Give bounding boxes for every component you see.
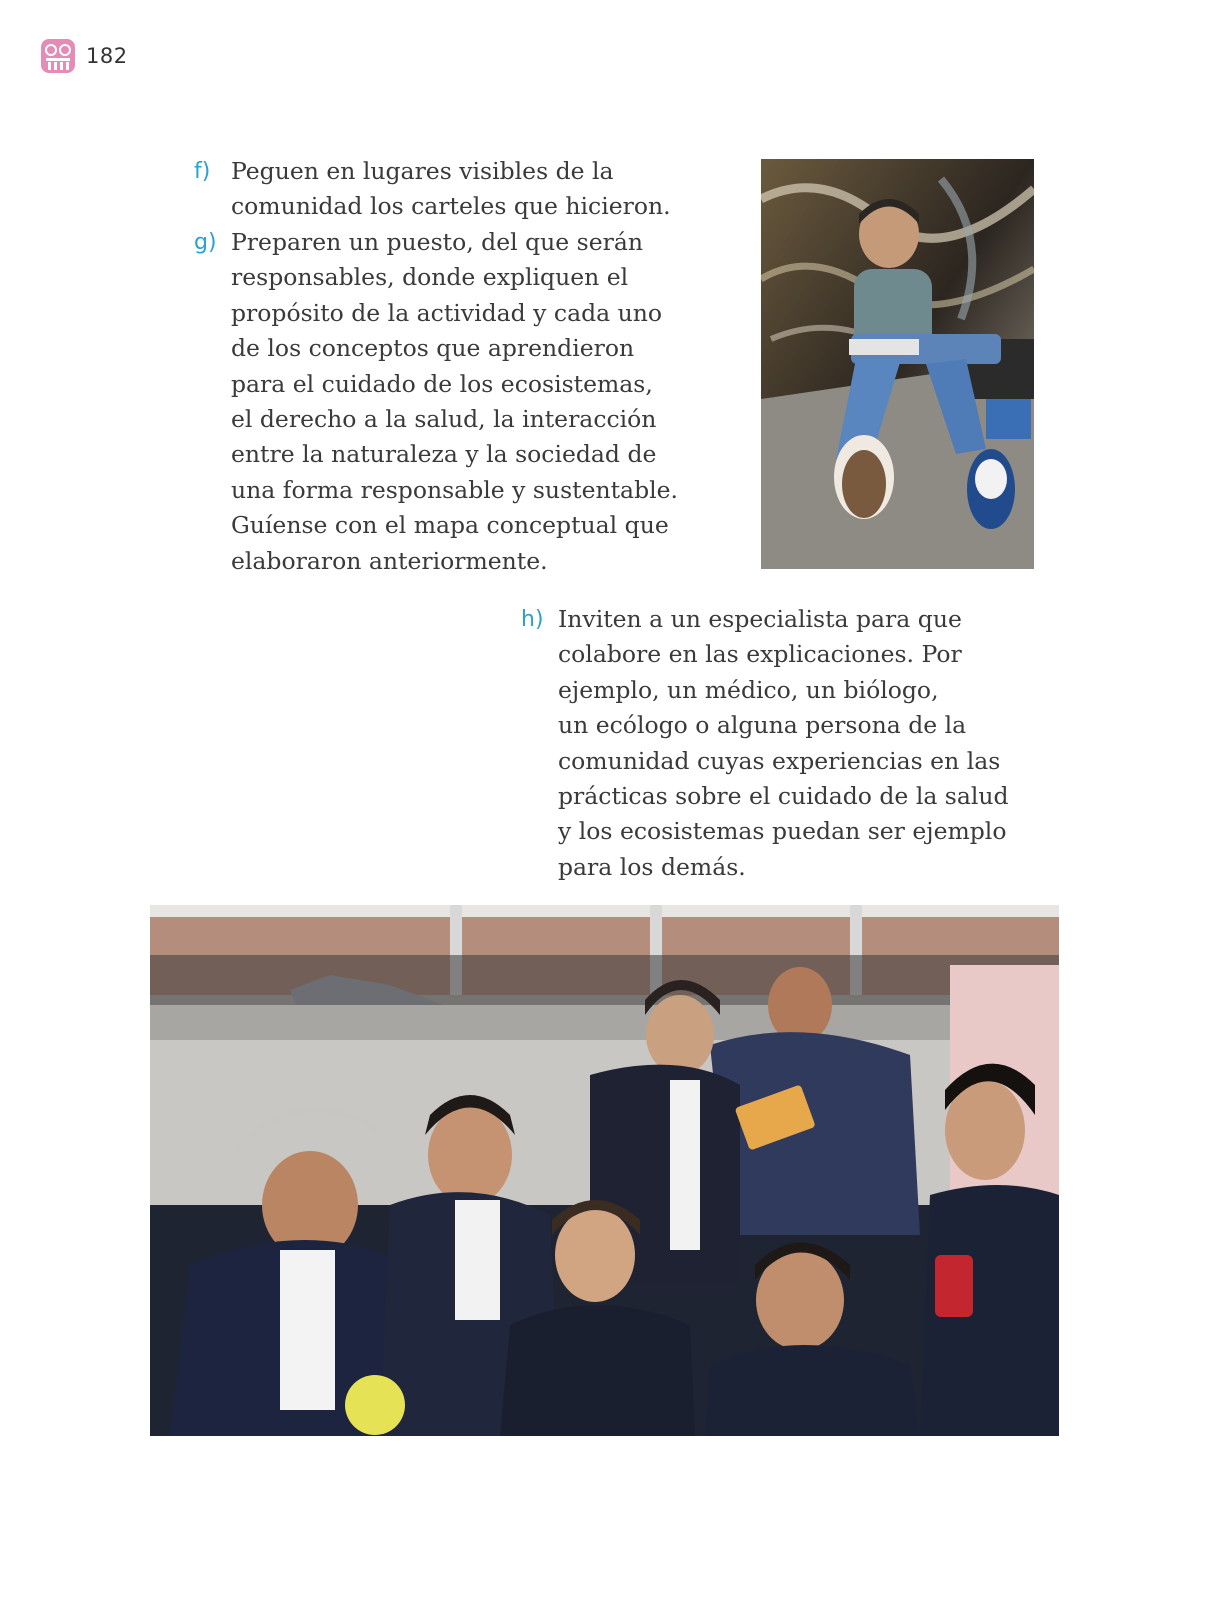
text-line: ejemplo, un médico, un biólogo, bbox=[558, 675, 939, 704]
text-line: para el cuidado de los ecosistemas, bbox=[231, 369, 653, 398]
text-line: comunidad los carteles que hicieron. bbox=[231, 192, 671, 221]
text-line: de los conceptos que aprendieron bbox=[231, 334, 635, 363]
photo-boy-writing-notebook bbox=[761, 159, 1034, 569]
text-line: Guíense con el mapa conceptual que bbox=[231, 511, 669, 540]
list-marker: g) bbox=[194, 230, 217, 255]
photo-students-with-adult bbox=[150, 905, 1059, 1436]
pink-glyph-logo-icon bbox=[40, 38, 76, 74]
text-line: Peguen en lugares visibles de la bbox=[231, 157, 614, 185]
text-line: un ecólogo o alguna persona de la bbox=[558, 711, 967, 740]
text-line: comunidad cuyas experiencias en las bbox=[558, 746, 1001, 775]
text-line: el derecho a la salud, la interacción bbox=[231, 405, 657, 434]
text-line: para los demás. bbox=[558, 852, 746, 881]
list-item-g bbox=[194, 225, 678, 579]
page-header bbox=[40, 38, 128, 74]
text-line: Preparen un puesto, del que serán bbox=[231, 228, 644, 256]
text-line: entre la naturaleza y la sociedad de bbox=[231, 440, 657, 469]
list-item-h bbox=[521, 602, 1009, 885]
text-line: prácticas sobre el cuidado de la salud bbox=[558, 782, 1009, 811]
text-line: una forma responsable y sustentable. bbox=[231, 475, 679, 504]
list-item-f bbox=[194, 154, 671, 225]
text-line: Inviten a un especialista para que bbox=[558, 605, 962, 633]
text-line: colabore en las explicaciones. Por bbox=[558, 640, 962, 669]
text-line: y los ecosistemas puedan ser ejemplo bbox=[558, 817, 1007, 846]
page-number: 182 bbox=[86, 44, 128, 68]
text-line: responsables, donde expliquen el bbox=[231, 263, 629, 292]
text-line: elaboraron anteriormente. bbox=[231, 546, 548, 575]
list-marker: h) bbox=[521, 607, 544, 632]
list-marker: f) bbox=[194, 159, 211, 184]
text-line: propósito de la actividad y cada uno bbox=[231, 298, 663, 327]
